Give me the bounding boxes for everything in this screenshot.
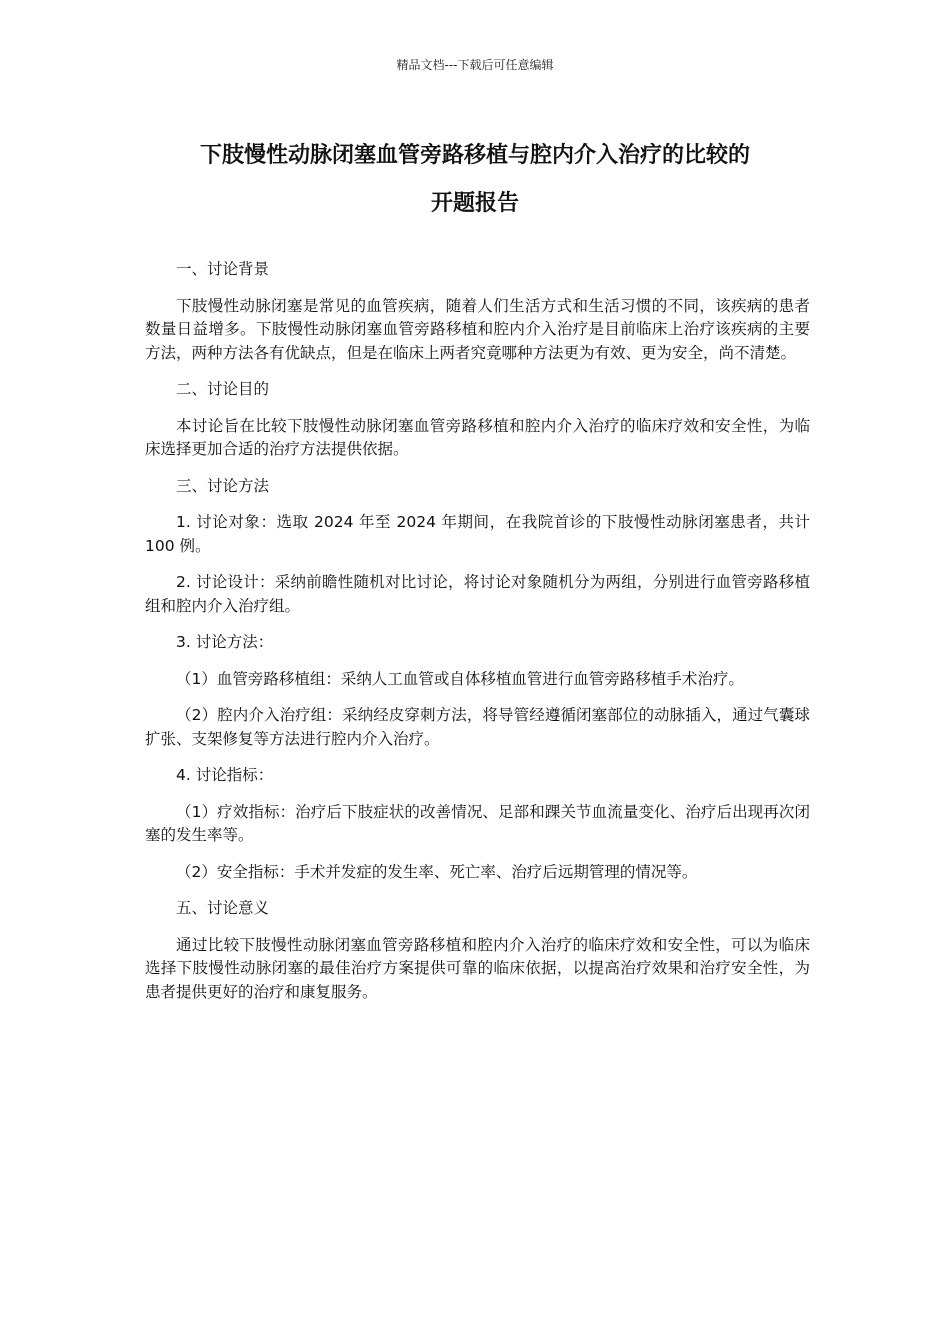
method-item-1: 1. 讨论对象：选取 2024 年至 2024 年期间，在我院首诊的下肢慢性动脉闭塞患者，共计 100 例。	[145, 513, 810, 555]
method-item-3-2: （2）腔内介入治疗组：采纳经皮穿刺方法，将导管经遵循闭塞部位的动脉插入，通过气囊球扩张、支架修复等方法进行腔内介入治疗。	[145, 706, 810, 748]
method-item-4-1: （1）疗效指标：治疗后下肢症状的改善情况、足部和踝关节血流量变化、治疗后出现再次闭塞的发生率等。	[145, 802, 810, 844]
significance-paragraph: 通过比较下肢慢性动脉闭塞血管旁路移植和腔内介入治疗的临床疗效和安全性，可以为临床选择下肢慢性动脉闭塞的最佳治疗方案提供可靠的临床依据，以提高治疗效果和治疗安全性，为患者提供更好的治疗和康复服务。	[145, 935, 810, 1001]
background-paragraph: 下肢慢性动脉闭塞是常见的血管疾病，随着人们生活方式和生活习惯的不同，该疾病的患者数量日益增多。下肢慢性动脉闭塞血管旁路移植和腔内介入治疗是目前临床上治疗该疾病的主要方法，两种方法各有优缺点，但是在临床上两者究竟哪种方法更为有效、更为安全，尚不清楚。	[145, 296, 810, 362]
section-heading-method: 三、讨论方法	[176, 476, 270, 495]
title-line-1: 下肢慢性动脉闭塞血管旁路移植与腔内介入治疗的比较的	[199, 143, 750, 168]
document-body	[145, 258, 810, 1017]
section-heading-background: 一、讨论背景	[176, 260, 270, 278]
method-item-4: 4. 讨论指标：	[176, 766, 274, 784]
method-item-4-2: （2）安全指标：手术并发症的发生率、死亡率、治疗后远期管理的情况等。	[176, 862, 698, 881]
section-heading-significance: 五、讨论意义	[176, 899, 270, 917]
method-item-3-1: （1）血管旁路移植组：采纳人工血管或自体移植血管进行血管旁路移植手术治疗。	[176, 669, 744, 688]
method-item-3: 3. 讨论方法：	[176, 633, 274, 651]
section-heading-purpose: 二、讨论目的	[176, 380, 270, 398]
title-line-2: 开题报告	[430, 191, 519, 216]
document-title	[140, 132, 810, 228]
method-item-2: 2. 讨论设计：采纳前瞻性随机对比讨论，将讨论对象随机分为两组，分别进行血管旁路移植组和腔内介入治疗组。	[145, 573, 810, 615]
page-header: 精品文档---下载后可任意编辑	[396, 58, 554, 72]
purpose-paragraph: 本讨论旨在比较下肢慢性动脉闭塞血管旁路移植和腔内介入治疗的临床疗效和安全性，为临床选择更加合适的治疗方法提供依据。	[145, 416, 810, 458]
